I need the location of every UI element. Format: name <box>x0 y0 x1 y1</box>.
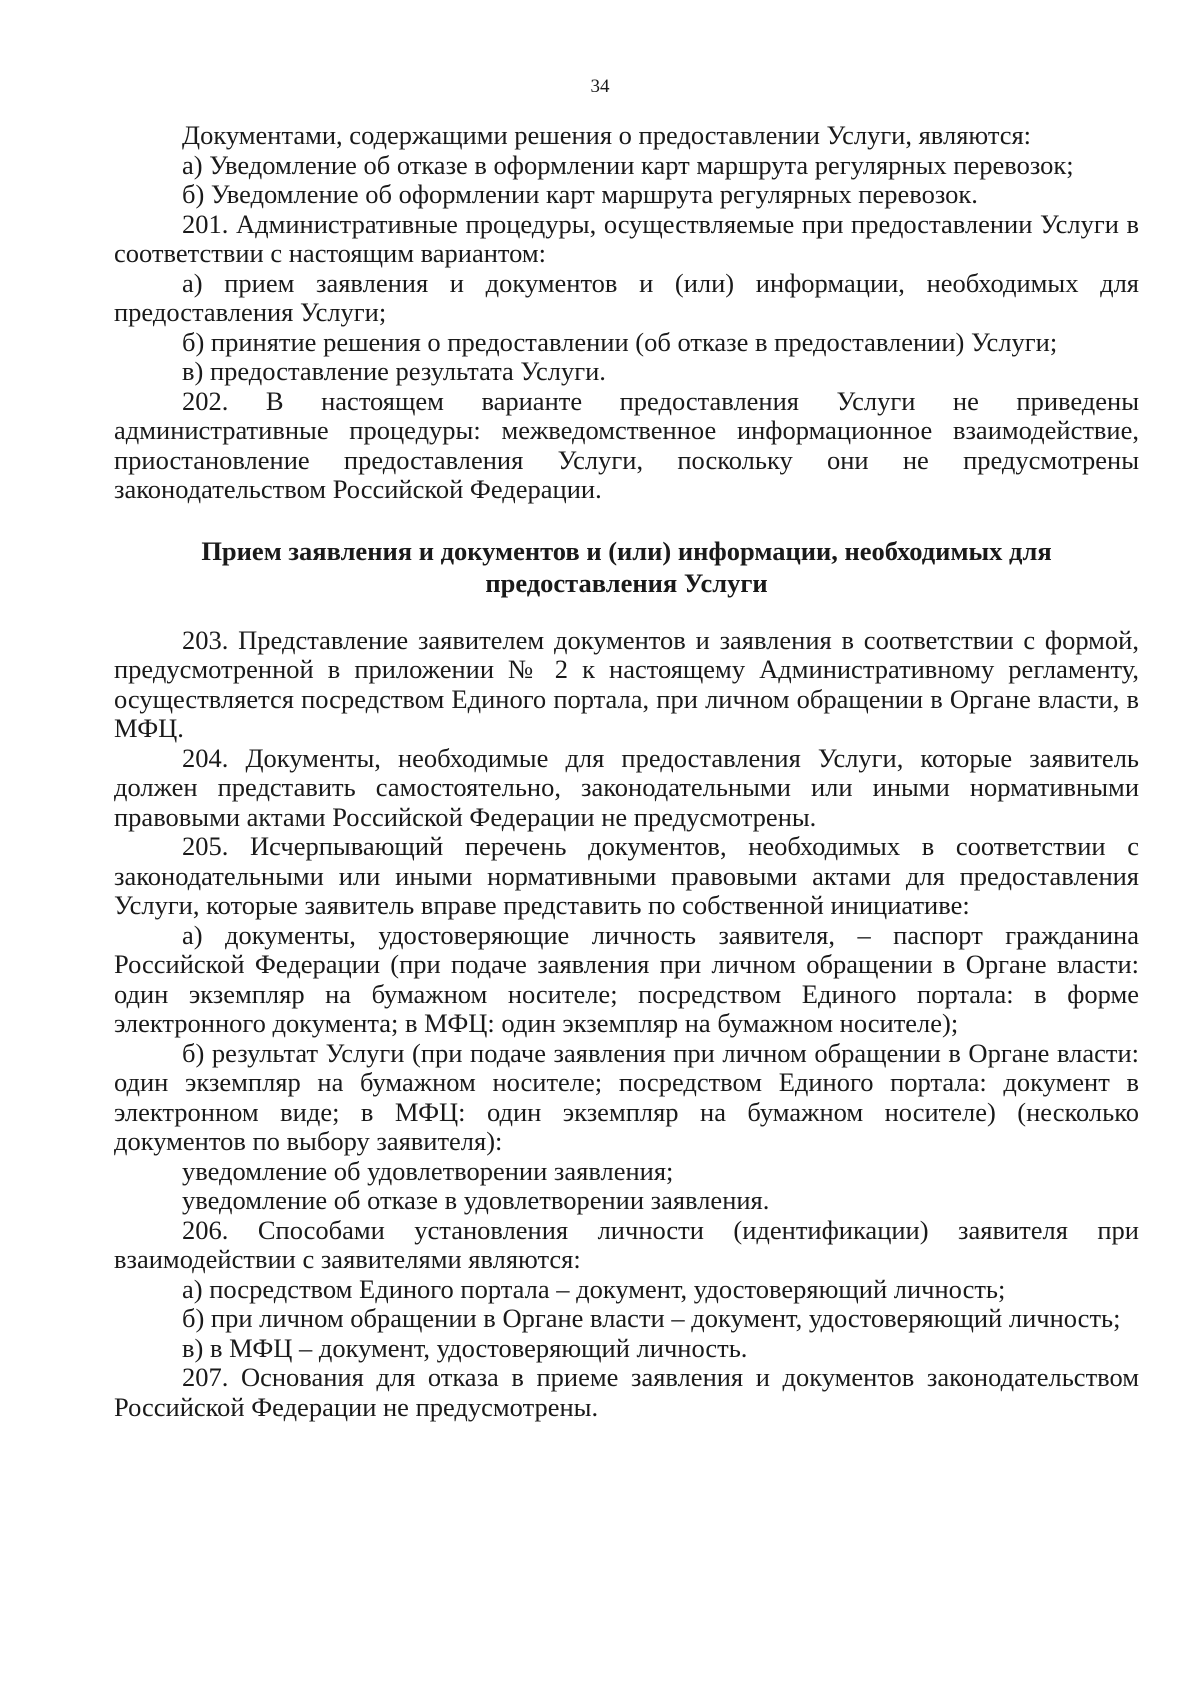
paragraph: б) при личном обращении в Органе власти – документ, удостоверяющий личность; <box>182 1303 1121 1333</box>
paragraph: 203. Представление заявителем документов и заявления в соответствии с формой, предусмотренной в приложении № 2 к настоящему Административному регламенту, осуществляется посредством Единого портала, при личном обращении в Органе власти, в МФЦ. <box>114 624 1139 743</box>
paragraph: в) предоставление результата Услуги. <box>182 356 606 386</box>
paragraph: Документами, содержащими решения о предоставлении Услуги, являются: <box>182 120 1032 150</box>
paragraph: 205. Исчерпывающий перечень документов, необходимых в соответствии с законодательными или иными нормативными правовыми актами для предоставления Услуги, которые заявитель вправе представить по собственной инициативе: <box>114 831 1139 920</box>
paragraph: б) принятие решения о предоставлении (об отказе в предоставлении) Услуги; <box>182 326 1058 357</box>
document-body <box>114 121 1139 1422</box>
paragraph: в) в МФЦ – документ, удостоверяющий личность. <box>182 1332 748 1363</box>
page-number: 34 <box>590 76 610 97</box>
paragraph: 201. Административные процедуры, осуществляемые при предоставлении Услуги в соответствии с настоящим вариантом: <box>114 208 1139 268</box>
paragraph: 202. В настоящем варианте предоставления Услуги не приведены административные процедуры: межведомственное информационное взаимодействие, приостановление предоставления Услуги, поскольку они не предусмотрены законодательством Российской Федерации. <box>114 385 1139 504</box>
paragraph: 206. Способами установления личности (идентификации) заявителя при взаимодействии с заявителями являются: <box>114 1214 1139 1274</box>
paragraph: а) Уведомление об отказе в оформлении карт маршрута регулярных перевозок; <box>182 149 1074 180</box>
paragraph: 204. Документы, необходимые для предоставления Услуги, которые заявитель должен представить самостоятельно, законодательными или иными нормативными правовыми актами Российской Федерации не предусмотрены. <box>114 742 1139 832</box>
paragraph: а) прием заявления и документов и (или) информации, необходимых для предоставления Услуги; <box>114 267 1139 327</box>
paragraph: уведомление об удовлетворении заявления; <box>182 1155 674 1186</box>
paragraph: 207. Основания для отказа в приеме заявления и документов законодательством Российской Федерации не предусмотрены. <box>114 1362 1139 1422</box>
paragraph: уведомление об отказе в удовлетворении заявления. <box>182 1185 770 1215</box>
paragraph: б) результат Услуги (при подаче заявления при личном обращении в Органе власти: один экземпляр на бумажном носителе; посредством Единого портала: документ в электронном виде; в МФЦ: один экземпляр на бумажном носителе) (несколько документов по выбору заявителя): <box>114 1037 1139 1156</box>
paragraph: а) документы, удостоверяющие личность заявителя, – паспорт гражданина Российской Федерации (при подаче заявления при личном обращении в Органе власти: один экземпляр на бумажном носителе; посредством Единого портала: в форме электронного документа; в МФЦ: один экземпляр на бумажном носителе); <box>114 919 1139 1038</box>
paragraph: б) Уведомление об оформлении карт маршрута регулярных перевозок. <box>182 179 978 209</box>
section-heading: Прием заявления и документов и (или) информации, необходимых для предоставления Услуги <box>201 535 1052 598</box>
paragraph: а) посредством Единого портала – документ, удостоверяющий личность; <box>182 1273 1006 1304</box>
